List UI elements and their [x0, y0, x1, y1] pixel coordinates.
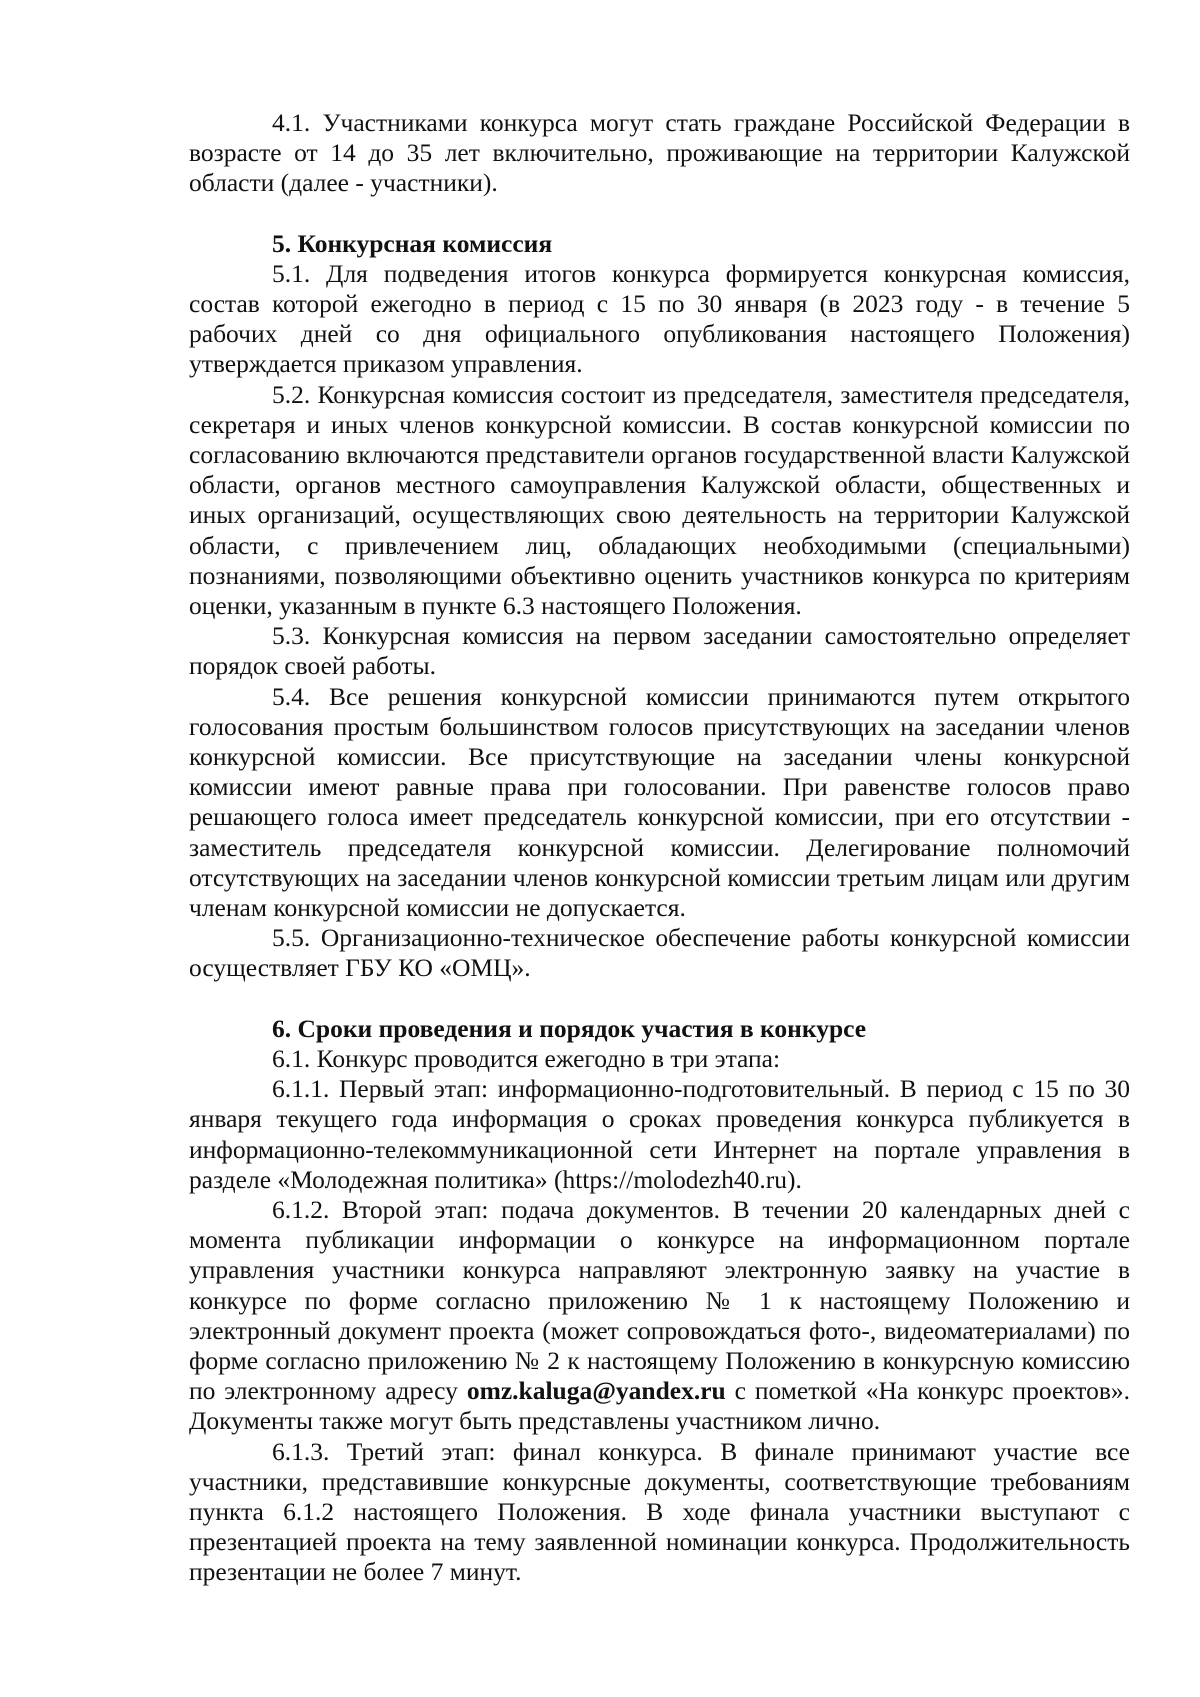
paragraph-6-1-2 [189, 1195, 1130, 1437]
paragraph-5-1: 5.1. Для подведения итогов конкурса формируется конкурсная комиссия, состав которой ежегодно в период с 15 по 30 января (в 2023 году - в течение 5 рабочих дней со дня официального опубликования настоящего Положения) утверждается приказом управления. [189, 258, 1130, 379]
paragraph-6-1-3: 6.1.3. Третий этап: финал конкурса. В финале принимают участие все участники, представившие конкурсные документы, соответствующие требованиям пункта 6.1.2 настоящего Положения. В ходе финала участники выступают с презентацией проекта на тему заявленной номинации конкурса. Продолжительность презентации не более 7 минут. [189, 1436, 1130, 1587]
paragraph-6-1-2-text-before: 6.1.2. Второй этап: подача документов. В течении 20 календарных дней с момента публикации информации о конкурсе на информационном портале управления участники конкурса направляют электронную заявку на участие в конкурсе по форме согласно приложению № 1 к настоящему Положению и электронный документ проекта (может сопровождаться фото-, видеоматериалами) по форме согласно приложению № 2 к настоящему Положению в конкурсную комиссию по электронному адресу [189, 1194, 1130, 1406]
paragraph-5-4: 5.4. Все решения конкурсной комиссии принимаются путем открытого голосования простым большинством голосов присутствующих на заседании членов конкурсной комиссии. Все присутствующие на заседании члены конкурсной комиссии имеют равные права при голосовании. При равенстве голосов право решающего голоса имеет председатель конкурсной комиссии, при его отсутствии - заместитель председателя конкурсной комиссии. Делегирование полномочий отсутствующих на заседании членов конкурсной комиссии третьим лицам или другим членам конкурсной комиссии не допускается. [189, 681, 1130, 923]
paragraph-5-2: 5.2. Конкурсная комиссия состоит из председателя, заместителя председателя, секретаря и иных членов конкурсной комиссии. В состав конкурсной комиссии по согласованию включаются представители органов государственной власти Калужской области, органов местного самоуправления Калужской области, общественных и иных организаций, осуществляющих свою деятельность на территории Калужской области, с привлечением лиц, обладающих необходимыми (специальными) познаниями, позволяющими объективно оценить участников конкурса по критериям оценки, указанным в пункте 6.3 настоящего Положения. [189, 379, 1130, 621]
paragraph-5-5: 5.5. Организационно-техническое обеспечение работы конкурсной комиссии осуществляет ГБУ КО «ОМЦ». [189, 923, 1130, 983]
section-5-heading: 5. Конкурсная комиссия [272, 228, 553, 258]
paragraph-6-1-2-text-after: с пометкой «На конкурс проектов». Документы также могут быть представлены участником лично. [189, 1376, 1130, 1436]
paragraph-6-1-1: 6.1.1. Первый этап: информационно-подготовительный. В период с 15 по 30 января текущего года информация о сроках проведения конкурса публикуется в информационно-телекоммуникационной сети Интернет на портале управления в разделе «Молодежная политика» (https://molodezh40.ru). [189, 1074, 1130, 1194]
paragraph-4-1: 4.1. Участниками конкурса могут стать граждане Российской Федерации в возрасте от 14 до 35 лет включительно, проживающие на территории Калужской области (далее - участники). [189, 108, 1130, 198]
paragraph-5-3: 5.3. Конкурсная комиссия на первом заседании самостоятельно определяет порядок своей работы. [189, 621, 1130, 681]
spacer [189, 984, 1130, 1014]
paragraph-6-1: 6.1. Конкурс проводится ежегодно в три этапа: [272, 1043, 781, 1073]
section-6-heading: 6. Сроки проведения и порядок участия в конкурсе [272, 1013, 867, 1043]
email-address: omz.kaluga@yandex.ru [466, 1376, 726, 1406]
spacer [189, 199, 1130, 229]
